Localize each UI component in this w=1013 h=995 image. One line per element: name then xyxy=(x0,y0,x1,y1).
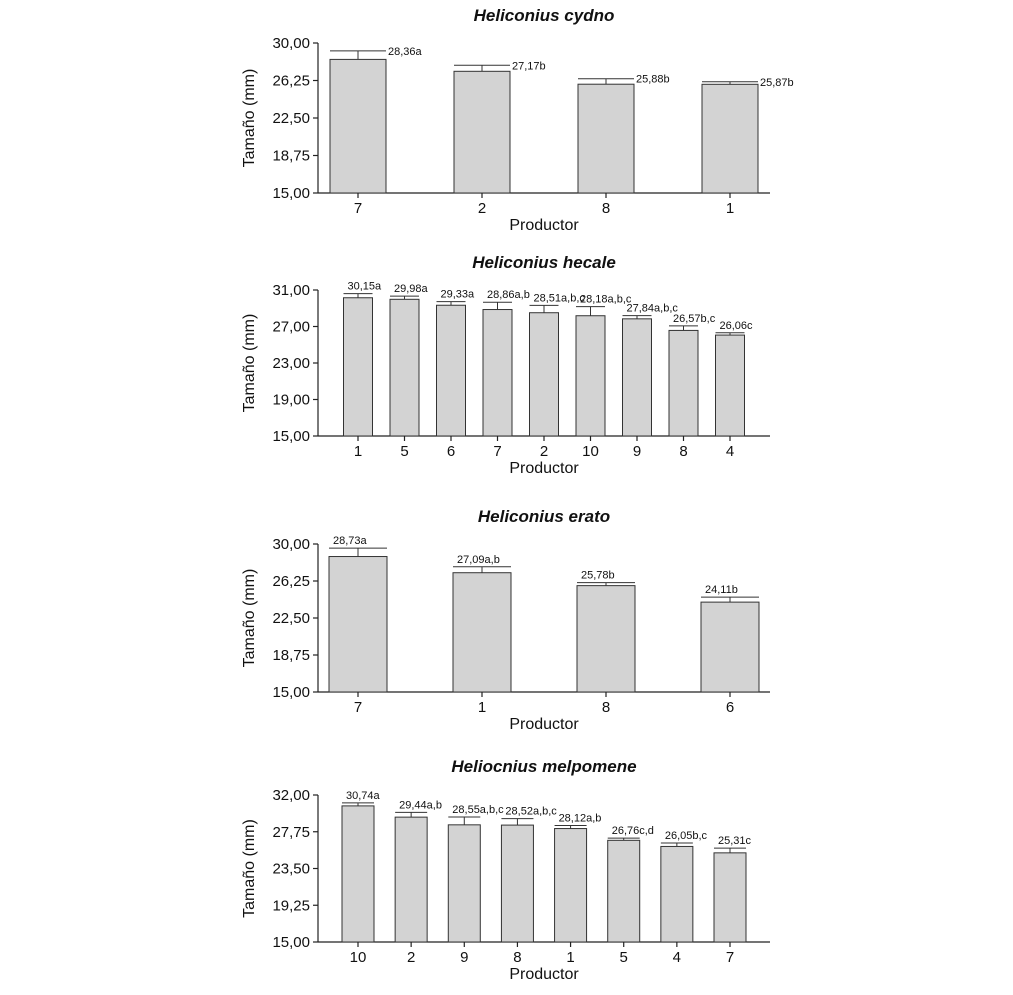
x-tick-label: 1 xyxy=(353,443,363,460)
bar xyxy=(395,817,427,942)
y-axis-label: Tamaño (mm) xyxy=(241,68,258,168)
y-tick-label: 22,50 xyxy=(272,610,310,627)
data-label: 29,98a xyxy=(394,283,428,296)
data-label: 28,36a xyxy=(388,45,422,58)
bar xyxy=(344,298,373,436)
data-label: 24,11b xyxy=(705,584,738,597)
bar xyxy=(702,84,758,193)
x-tick-label: 6 xyxy=(446,443,456,460)
bar xyxy=(661,846,693,942)
data-label: 26,76c,d xyxy=(611,825,654,838)
y-tick-label: 15,00 xyxy=(272,185,310,202)
bar xyxy=(577,586,635,692)
bar xyxy=(578,84,634,193)
data-label: 25,31c xyxy=(718,835,752,848)
x-tick-label: 7 xyxy=(353,699,363,716)
data-label: 30,15a xyxy=(347,280,382,293)
data-label: 27,84a,b,c xyxy=(626,302,678,315)
data-label: 25,87b xyxy=(760,76,794,89)
x-tick-label: 2 xyxy=(477,200,487,217)
data-label: 30,74a xyxy=(346,789,380,802)
y-axis-label: Tamaño (mm) xyxy=(241,313,258,413)
bar xyxy=(701,602,759,692)
x-tick-label: 9 xyxy=(632,443,642,460)
y-tick-label: 30,00 xyxy=(272,536,310,553)
x-axis-label: Productor xyxy=(509,460,579,477)
bar xyxy=(501,825,533,942)
x-tick-label: 7 xyxy=(493,443,502,460)
bar xyxy=(329,557,387,692)
data-label: 28,52a,b,c xyxy=(505,805,557,818)
x-tick-label: 8 xyxy=(601,699,611,716)
data-label: 26,05b,c xyxy=(664,829,708,842)
data-label: 26,06c xyxy=(719,319,753,332)
x-tick-label: 7 xyxy=(353,200,363,217)
y-tick-label: 19,00 xyxy=(272,391,310,409)
bar xyxy=(448,825,480,942)
data-label: 28,12a,b xyxy=(558,812,602,825)
y-tick-label: 15,00 xyxy=(272,934,310,951)
x-tick-label: 2 xyxy=(406,949,416,966)
bar xyxy=(555,829,587,942)
y-tick-label: 23,00 xyxy=(272,355,310,372)
chart-title: Heliconius erato xyxy=(477,507,611,526)
chart-panel-4 xyxy=(241,757,770,983)
chart-title: Heliocnius melpomene xyxy=(451,757,637,776)
bar xyxy=(714,853,746,942)
chart-title: Heliconius cydno xyxy=(473,6,615,25)
x-tick-label: 1 xyxy=(477,699,487,716)
x-axis-label: Productor xyxy=(509,966,579,983)
x-tick-label: 10 xyxy=(349,949,367,966)
y-tick-label: 15,00 xyxy=(272,684,310,701)
data-label: 29,44a,b xyxy=(399,799,442,812)
x-tick-label: 8 xyxy=(679,443,688,460)
bar xyxy=(716,335,745,436)
bar xyxy=(530,313,559,436)
x-tick-label: 4 xyxy=(725,443,735,460)
data-label: 28,73a xyxy=(333,535,367,548)
y-tick-label: 30,00 xyxy=(272,35,310,52)
x-tick-label: 4 xyxy=(672,949,682,966)
bar xyxy=(342,806,374,942)
bar xyxy=(608,840,640,942)
x-tick-label: 5 xyxy=(619,949,628,966)
bar xyxy=(453,573,511,692)
y-tick-label: 27,75 xyxy=(272,823,310,841)
data-label: 27,09a,b xyxy=(457,553,500,566)
chart-title: Heliconius hecale xyxy=(472,253,616,272)
y-tick-label: 26,25 xyxy=(272,573,310,590)
y-tick-label: 22,50 xyxy=(272,110,310,127)
bar xyxy=(576,316,605,436)
data-label: 25,78b xyxy=(581,569,615,582)
y-tick-label: 27,00 xyxy=(272,318,310,336)
data-label: 28,55a,b,c xyxy=(452,804,504,817)
y-tick-label: 15,00 xyxy=(272,428,310,445)
bar xyxy=(669,330,698,436)
x-tick-label: 6 xyxy=(725,699,735,716)
data-label: 28,51a,b,c xyxy=(533,292,585,305)
x-tick-label: 8 xyxy=(601,200,611,217)
bar xyxy=(330,59,386,193)
y-tick-label: 23,50 xyxy=(272,860,310,878)
data-label: 28,18a,b,c xyxy=(580,293,632,306)
y-axis-label: Tamaño (mm) xyxy=(241,819,258,918)
y-tick-label: 18,75 xyxy=(272,147,310,165)
x-tick-label: 1 xyxy=(566,949,575,966)
data-label: 26,57b,c xyxy=(673,312,716,325)
y-tick-label: 26,25 xyxy=(272,72,310,90)
x-tick-label: 8 xyxy=(513,949,522,966)
x-tick-label: 9 xyxy=(460,949,469,966)
x-tick-label: 2 xyxy=(539,443,549,460)
x-axis-label: Productor xyxy=(509,716,579,733)
bar xyxy=(437,305,466,436)
data-label: 25,88b xyxy=(636,73,670,86)
data-label: 29,33a xyxy=(440,288,475,301)
bar xyxy=(454,71,510,193)
bar xyxy=(390,299,419,436)
data-label: 27,17b xyxy=(512,60,546,73)
bar xyxy=(483,310,512,436)
x-tick-label: 1 xyxy=(725,200,735,217)
y-tick-label: 31,00 xyxy=(272,282,310,299)
y-axis-label: Tamaño (mm) xyxy=(241,568,258,668)
chart-panel-2 xyxy=(241,253,770,477)
chart-panel-1 xyxy=(241,6,794,234)
x-axis-label: Productor xyxy=(509,217,579,234)
y-tick-label: 32,00 xyxy=(272,787,310,804)
x-tick-label: 7 xyxy=(725,949,735,966)
y-tick-label: 18,75 xyxy=(272,647,310,664)
y-tick-label: 19,25 xyxy=(272,897,310,915)
chart-panel-3 xyxy=(241,507,770,733)
x-tick-label: 10 xyxy=(582,443,599,460)
data-label: 28,86a,b xyxy=(487,289,530,302)
bar xyxy=(623,319,652,436)
x-tick-label: 5 xyxy=(400,443,409,460)
